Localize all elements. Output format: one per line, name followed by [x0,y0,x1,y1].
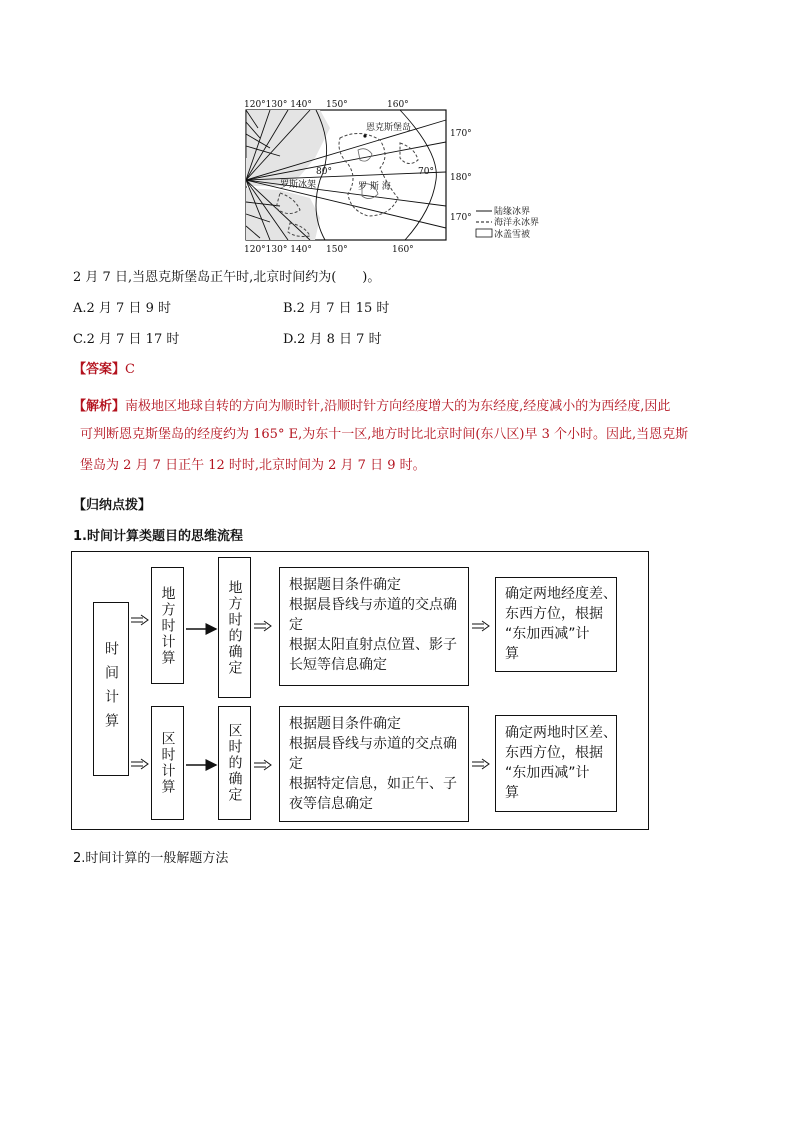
map-legend [476,205,539,240]
question-stem: 2 月 7 日,当恩克斯堡岛正午时,北京时间约为( )。 [73,270,381,285]
flow-zone-calc-label: 区时计算 [159,731,176,795]
section-2-title: 2.时间计算的一般解题方法 [73,851,229,866]
analysis-line-1 [73,398,670,416]
option-c: C.2 月 7 日 17 时 [73,332,180,347]
condition-line: 长短等信息确定 [289,657,387,673]
map-place-island: 恩克斯堡岛 [366,123,412,133]
condition-line: 根据题目条件确定 [289,577,401,593]
analysis-line-2: 可判断恩克斯堡岛的经度约为 165° E,为东十一区,地方时比北京时间(东八区)早 3 个小时。因此,当恩克斯 [80,427,689,442]
answer-value: C [125,362,135,377]
condition-line: 根据晨昏线与赤道的交点确 [289,597,457,613]
legend-ice-cover: 冰盖雪被 [494,230,531,240]
map-place-sea: 罗 斯 海 [358,182,391,192]
map-bottom-label-3: 160° [392,245,414,255]
analysis-text-1: 南极地区地球自转的方向为顺时针,沿顺时针方向经度增大的为东经度,经度减小的为西经度,因此 [125,399,671,414]
map-right-label-3: 170° [450,213,472,223]
flow-root-label: 时间计算 [103,641,119,737]
method-line: “东加西减”计 [505,626,590,642]
map-inner-label-70: 70° [418,167,434,177]
section-1-title: 1.时间计算类题目的思维流程 [73,529,243,544]
map-place-ice-shelf: 罗斯冰架 [280,180,317,190]
legend-continental-ice: 陆缘冰界 [494,207,531,217]
map-top-label-3: 160° [387,100,409,110]
map-figure [240,98,552,258]
method-line: 确定两地时区差、 [505,725,617,741]
map-bottom-label-1: 120°130° 140° [244,245,312,255]
condition-line: 根据晨昏线与赤道的交点确 [289,736,457,752]
antarctica-map [240,98,552,258]
method-line: 确定两地经度差、 [505,586,617,602]
hollow-arrow-icon [131,615,489,770]
analysis-line-3: 堡岛为 2 月 7 日正午 12 时时,北京时间为 2 月 7 日 9 时。 [80,458,426,473]
flow-zone-determine-label: 区时的确定 [226,723,243,803]
flowchart [71,551,649,830]
option-d: D.2 月 8 日 7 时 [283,332,382,347]
map-right-label-2: 180° [450,173,472,183]
map-top-label-1: 120°130° 140° [244,100,312,110]
option-b: B.2 月 7 日 15 时 [283,301,390,316]
map-right-label-1: 170° [450,129,472,139]
condition-line: 定 [289,617,303,633]
answer-label: 【答案】 [73,362,126,377]
answer-line [73,361,135,379]
map-top-label-2: 150° [326,100,348,110]
method-line: 东西方位，根据 [505,606,603,622]
option-a: A.2 月 7 日 9 时 [73,301,171,316]
map-bottom-label-2: 150° [326,245,348,255]
flow-arrows [72,552,648,829]
map-inner-label-80: 80° [316,167,332,177]
method-line: 算 [505,646,519,662]
flow-local-calc-label: 地方时计算 [159,585,176,666]
method-line: “东加西减”计 [505,765,590,781]
analysis-label: 【解析】 [73,399,126,414]
condition-line: 根据特定信息，如正午、子 [289,776,457,792]
condition-line: 根据题目条件确定 [289,716,401,732]
condition-line: 根据太阳直射点位置、影子 [289,637,457,653]
condition-line: 定 [289,756,303,772]
condition-line: 夜等信息确定 [289,796,373,812]
method-line: 算 [505,785,519,801]
flow-local-determine-label: 地方时的确定 [226,579,243,676]
summary-heading: 【归纳点拨】 [73,498,152,513]
legend-sea-ice: 海洋永冰界 [494,218,540,228]
method-line: 东西方位，根据 [505,745,603,761]
